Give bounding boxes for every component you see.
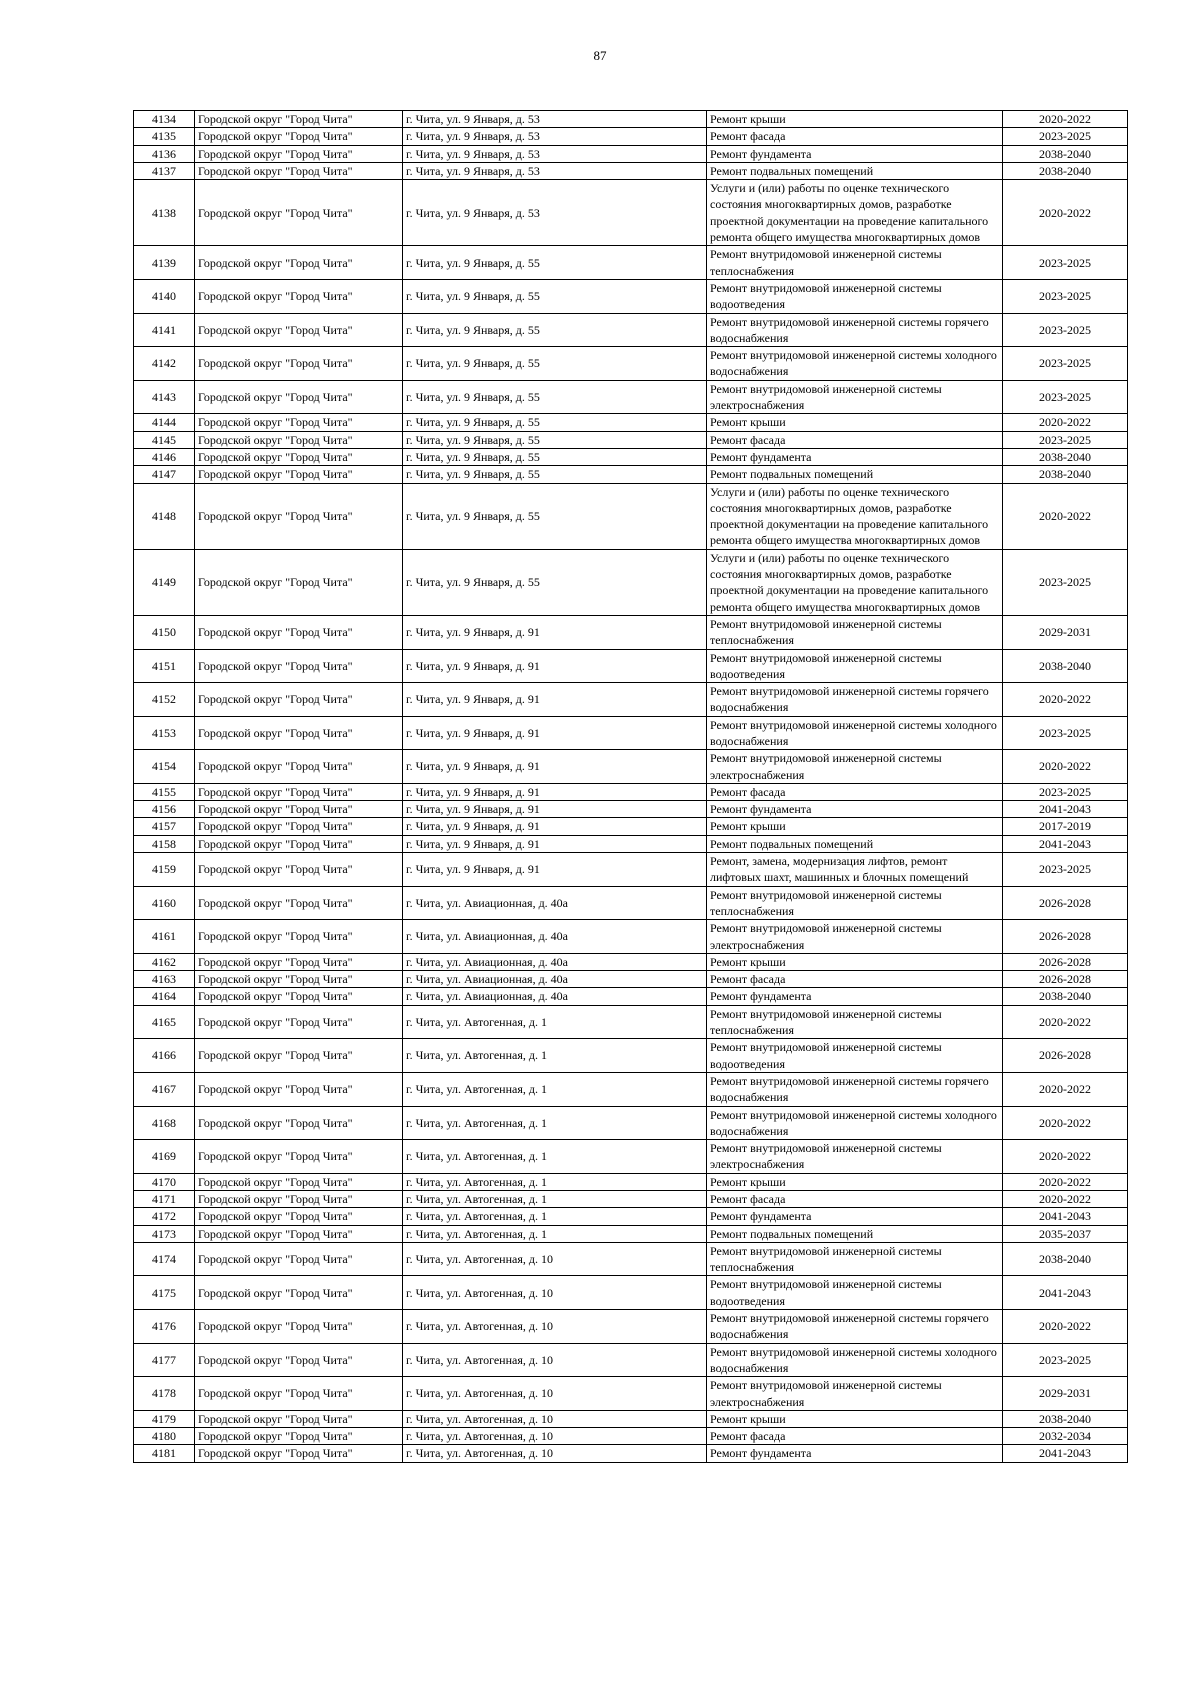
work-type-cell: Ремонт внутридомовой инженерной системы водоотведения bbox=[707, 279, 1003, 313]
municipality-cell: Городской округ "Город Чита" bbox=[195, 615, 403, 649]
period-cell: 2038-2040 bbox=[1003, 988, 1128, 1005]
row-number: 4161 bbox=[134, 920, 195, 954]
address-cell: г. Чита, ул. 9 Января, д. 91 bbox=[403, 835, 707, 852]
municipality-cell: Городской округ "Город Чита" bbox=[195, 1140, 403, 1174]
municipality-cell: Городской округ "Город Чита" bbox=[195, 1208, 403, 1225]
work-type-cell: Ремонт фундамента bbox=[707, 988, 1003, 1005]
row-number: 4139 bbox=[134, 246, 195, 280]
address-cell: г. Чита, ул. 9 Января, д. 91 bbox=[403, 783, 707, 800]
address-cell: г. Чита, ул. 9 Января, д. 91 bbox=[403, 750, 707, 784]
address-cell: г. Чита, ул. 9 Января, д. 53 bbox=[403, 162, 707, 179]
period-cell: 2029-2031 bbox=[1003, 615, 1128, 649]
municipality-cell: Городской округ "Город Чита" bbox=[195, 1191, 403, 1208]
address-cell: г. Чита, ул. Автогенная, д. 1 bbox=[403, 1173, 707, 1190]
municipality-cell: Городской округ "Город Чита" bbox=[195, 920, 403, 954]
table-row bbox=[134, 1225, 1128, 1242]
work-type-cell: Ремонт подвальных помещений bbox=[707, 1225, 1003, 1242]
period-cell: 2029-2031 bbox=[1003, 1377, 1128, 1411]
work-type-cell: Ремонт внутридомовой инженерной системы теплоснабжения bbox=[707, 1005, 1003, 1039]
municipality-cell: Городской округ "Город Чита" bbox=[195, 414, 403, 431]
table-row bbox=[134, 1242, 1128, 1276]
address-cell: г. Чита, ул. Авиационная, д. 40а bbox=[403, 953, 707, 970]
period-cell: 2020-2022 bbox=[1003, 483, 1128, 549]
table-row bbox=[134, 1039, 1128, 1073]
municipality-cell: Городской округ "Город Чита" bbox=[195, 313, 403, 347]
table-row bbox=[134, 145, 1128, 162]
address-cell: г. Чита, ул. 9 Января, д. 91 bbox=[403, 649, 707, 683]
municipality-cell: Городской округ "Город Чита" bbox=[195, 783, 403, 800]
row-number: 4159 bbox=[134, 853, 195, 887]
period-cell: 2038-2040 bbox=[1003, 1242, 1128, 1276]
table-row bbox=[134, 448, 1128, 465]
municipality-cell: Городской округ "Город Чита" bbox=[195, 886, 403, 920]
work-type-cell: Ремонт крыши bbox=[707, 1410, 1003, 1427]
address-cell: г. Чита, ул. 9 Января, д. 91 bbox=[403, 801, 707, 818]
address-cell: г. Чита, ул. Автогенная, д. 1 bbox=[403, 1191, 707, 1208]
period-cell: 2032-2034 bbox=[1003, 1428, 1128, 1445]
period-cell: 2023-2025 bbox=[1003, 853, 1128, 887]
row-number: 4141 bbox=[134, 313, 195, 347]
row-number: 4153 bbox=[134, 716, 195, 750]
municipality-cell: Городской округ "Город Чита" bbox=[195, 1173, 403, 1190]
address-cell: г. Чита, ул. 9 Января, д. 55 bbox=[403, 246, 707, 280]
row-number: 4180 bbox=[134, 1428, 195, 1445]
municipality-cell: Городской округ "Город Чита" bbox=[195, 1005, 403, 1039]
capital-repair-table bbox=[133, 110, 1128, 1463]
work-type-cell: Ремонт внутридомовой инженерной системы теплоснабжения bbox=[707, 1242, 1003, 1276]
table-row bbox=[134, 162, 1128, 179]
row-number: 4177 bbox=[134, 1343, 195, 1377]
period-cell: 2026-2028 bbox=[1003, 971, 1128, 988]
table-row bbox=[134, 313, 1128, 347]
table-row bbox=[134, 1191, 1128, 1208]
row-number: 4152 bbox=[134, 683, 195, 717]
row-number: 4167 bbox=[134, 1072, 195, 1106]
period-cell: 2041-2043 bbox=[1003, 835, 1128, 852]
table-row bbox=[134, 483, 1128, 549]
work-type-cell: Ремонт фундамента bbox=[707, 1445, 1003, 1462]
work-type-cell: Ремонт внутридомовой инженерной системы горячего водоснабжения bbox=[707, 683, 1003, 717]
row-number: 4157 bbox=[134, 818, 195, 835]
municipality-cell: Городской округ "Город Чита" bbox=[195, 750, 403, 784]
work-type-cell: Ремонт фасада bbox=[707, 128, 1003, 145]
work-type-cell: Ремонт подвальных помещений bbox=[707, 835, 1003, 852]
row-number: 4145 bbox=[134, 431, 195, 448]
row-number: 4176 bbox=[134, 1310, 195, 1344]
work-type-cell: Ремонт фундамента bbox=[707, 1208, 1003, 1225]
work-type-cell: Ремонт подвальных помещений bbox=[707, 162, 1003, 179]
period-cell: 2017-2019 bbox=[1003, 818, 1128, 835]
work-type-cell: Ремонт фасада bbox=[707, 1191, 1003, 1208]
row-number: 4173 bbox=[134, 1225, 195, 1242]
work-type-cell: Ремонт внутридомовой инженерной системы холодного водоснабжения bbox=[707, 347, 1003, 381]
address-cell: г. Чита, ул. 9 Января, д. 91 bbox=[403, 853, 707, 887]
work-type-cell: Ремонт фасада bbox=[707, 1428, 1003, 1445]
table-row bbox=[134, 1072, 1128, 1106]
row-number: 4171 bbox=[134, 1191, 195, 1208]
table-row bbox=[134, 1173, 1128, 1190]
row-number: 4179 bbox=[134, 1410, 195, 1427]
work-type-cell: Услуги и (или) работы по оценке технического состояния многоквартирных домов, разработке проектной документации на проведение капитального ремонта общего имущества многоквартирных домов bbox=[707, 549, 1003, 615]
period-cell: 2026-2028 bbox=[1003, 886, 1128, 920]
work-type-cell: Ремонт внутридомовой инженерной системы электроснабжения bbox=[707, 1377, 1003, 1411]
row-number: 4158 bbox=[134, 835, 195, 852]
period-cell: 2020-2022 bbox=[1003, 1072, 1128, 1106]
municipality-cell: Городской округ "Город Чита" bbox=[195, 549, 403, 615]
municipality-cell: Городской округ "Город Чита" bbox=[195, 380, 403, 414]
address-cell: г. Чита, ул. Автогенная, д. 10 bbox=[403, 1310, 707, 1344]
table-row bbox=[134, 1005, 1128, 1039]
address-cell: г. Чита, ул. Автогенная, д. 1 bbox=[403, 1106, 707, 1140]
municipality-cell: Городской округ "Город Чита" bbox=[195, 649, 403, 683]
address-cell: г. Чита, ул. Автогенная, д. 10 bbox=[403, 1377, 707, 1411]
table-row bbox=[134, 380, 1128, 414]
table-row bbox=[134, 1106, 1128, 1140]
period-cell: 2041-2043 bbox=[1003, 801, 1128, 818]
address-cell: г. Чита, ул. Автогенная, д. 1 bbox=[403, 1005, 707, 1039]
period-cell: 2026-2028 bbox=[1003, 953, 1128, 970]
municipality-cell: Городской округ "Город Чита" bbox=[195, 1377, 403, 1411]
work-type-cell: Ремонт фасада bbox=[707, 971, 1003, 988]
period-cell: 2020-2022 bbox=[1003, 180, 1128, 246]
table-row bbox=[134, 549, 1128, 615]
period-cell: 2041-2043 bbox=[1003, 1445, 1128, 1462]
address-cell: г. Чита, ул. 9 Января, д. 55 bbox=[403, 279, 707, 313]
address-cell: г. Чита, ул. 9 Января, д. 91 bbox=[403, 818, 707, 835]
row-number: 4149 bbox=[134, 549, 195, 615]
work-type-cell: Ремонт внутридомовой инженерной системы горячего водоснабжения bbox=[707, 1072, 1003, 1106]
address-cell: г. Чита, ул. Автогенная, д. 1 bbox=[403, 1225, 707, 1242]
table-row bbox=[134, 801, 1128, 818]
address-cell: г. Чита, ул. Автогенная, д. 10 bbox=[403, 1276, 707, 1310]
table-row bbox=[134, 180, 1128, 246]
address-cell: г. Чита, ул. Авиационная, д. 40а bbox=[403, 886, 707, 920]
table-row bbox=[134, 1276, 1128, 1310]
table-row bbox=[134, 466, 1128, 483]
address-cell: г. Чита, ул. 9 Января, д. 55 bbox=[403, 448, 707, 465]
municipality-cell: Городской округ "Город Чита" bbox=[195, 1106, 403, 1140]
period-cell: 2023-2025 bbox=[1003, 279, 1128, 313]
municipality-cell: Городской округ "Город Чита" bbox=[195, 853, 403, 887]
work-type-cell: Ремонт фасада bbox=[707, 783, 1003, 800]
row-number: 4134 bbox=[134, 111, 195, 128]
table-row bbox=[134, 111, 1128, 128]
work-type-cell: Ремонт внутридомовой инженерной системы водоотведения bbox=[707, 1039, 1003, 1073]
row-number: 4178 bbox=[134, 1377, 195, 1411]
municipality-cell: Городской округ "Город Чита" bbox=[195, 716, 403, 750]
address-cell: г. Чита, ул. Автогенная, д. 1 bbox=[403, 1208, 707, 1225]
table-row bbox=[134, 414, 1128, 431]
municipality-cell: Городской округ "Город Чита" bbox=[195, 145, 403, 162]
municipality-cell: Городской округ "Город Чита" bbox=[195, 1428, 403, 1445]
row-number: 4155 bbox=[134, 783, 195, 800]
work-type-cell: Ремонт внутридомовой инженерной системы горячего водоснабжения bbox=[707, 313, 1003, 347]
period-cell: 2023-2025 bbox=[1003, 313, 1128, 347]
period-cell: 2023-2025 bbox=[1003, 128, 1128, 145]
table-row bbox=[134, 246, 1128, 280]
period-cell: 2023-2025 bbox=[1003, 380, 1128, 414]
row-number: 4135 bbox=[134, 128, 195, 145]
table-row bbox=[134, 347, 1128, 381]
period-cell: 2038-2040 bbox=[1003, 448, 1128, 465]
row-number: 4147 bbox=[134, 466, 195, 483]
municipality-cell: Городской округ "Город Чита" bbox=[195, 448, 403, 465]
period-cell: 2038-2040 bbox=[1003, 466, 1128, 483]
period-cell: 2020-2022 bbox=[1003, 1191, 1128, 1208]
municipality-cell: Городской округ "Город Чита" bbox=[195, 246, 403, 280]
work-type-cell: Ремонт внутридомовой инженерной системы электроснабжения bbox=[707, 920, 1003, 954]
work-type-cell: Ремонт фасада bbox=[707, 431, 1003, 448]
municipality-cell: Городской округ "Город Чита" bbox=[195, 1225, 403, 1242]
table-row bbox=[134, 716, 1128, 750]
address-cell: г. Чита, ул. Автогенная, д. 10 bbox=[403, 1242, 707, 1276]
municipality-cell: Городской округ "Город Чита" bbox=[195, 971, 403, 988]
row-number: 4170 bbox=[134, 1173, 195, 1190]
municipality-cell: Городской округ "Город Чита" bbox=[195, 162, 403, 179]
period-cell: 2023-2025 bbox=[1003, 716, 1128, 750]
work-type-cell: Ремонт внутридомовой инженерной системы теплоснабжения bbox=[707, 246, 1003, 280]
work-type-cell: Ремонт внутридомовой инженерной системы электроснабжения bbox=[707, 750, 1003, 784]
period-cell: 2023-2025 bbox=[1003, 246, 1128, 280]
address-cell: г. Чита, ул. 9 Января, д. 55 bbox=[403, 313, 707, 347]
table-row bbox=[134, 1310, 1128, 1344]
row-number: 4136 bbox=[134, 145, 195, 162]
municipality-cell: Городской округ "Город Чита" bbox=[195, 1410, 403, 1427]
row-number: 4146 bbox=[134, 448, 195, 465]
municipality-cell: Городской округ "Город Чита" bbox=[195, 818, 403, 835]
municipality-cell: Городской округ "Город Чита" bbox=[195, 835, 403, 852]
period-cell: 2020-2022 bbox=[1003, 1310, 1128, 1344]
row-number: 4137 bbox=[134, 162, 195, 179]
period-cell: 2020-2022 bbox=[1003, 683, 1128, 717]
row-number: 4163 bbox=[134, 971, 195, 988]
address-cell: г. Чита, ул. Автогенная, д. 1 bbox=[403, 1140, 707, 1174]
period-cell: 2020-2022 bbox=[1003, 1140, 1128, 1174]
period-cell: 2023-2025 bbox=[1003, 347, 1128, 381]
table-row bbox=[134, 1410, 1128, 1427]
period-cell: 2038-2040 bbox=[1003, 162, 1128, 179]
address-cell: г. Чита, ул. 9 Января, д. 55 bbox=[403, 414, 707, 431]
row-number: 4151 bbox=[134, 649, 195, 683]
period-cell: 2023-2025 bbox=[1003, 549, 1128, 615]
table-row bbox=[134, 615, 1128, 649]
period-cell: 2026-2028 bbox=[1003, 1039, 1128, 1073]
table-row bbox=[134, 835, 1128, 852]
municipality-cell: Городской округ "Город Чита" bbox=[195, 683, 403, 717]
row-number: 4144 bbox=[134, 414, 195, 431]
row-number: 4156 bbox=[134, 801, 195, 818]
table-row bbox=[134, 886, 1128, 920]
table-body bbox=[134, 111, 1128, 1463]
table-row bbox=[134, 1343, 1128, 1377]
address-cell: г. Чита, ул. 9 Января, д. 55 bbox=[403, 549, 707, 615]
period-cell: 2020-2022 bbox=[1003, 750, 1128, 784]
address-cell: г. Чита, ул. Автогенная, д. 10 bbox=[403, 1445, 707, 1462]
municipality-cell: Городской округ "Город Чита" bbox=[195, 988, 403, 1005]
work-type-cell: Ремонт внутридомовой инженерной системы водоотведения bbox=[707, 1276, 1003, 1310]
municipality-cell: Городской округ "Город Чита" bbox=[195, 483, 403, 549]
table-row bbox=[134, 783, 1128, 800]
table-row bbox=[134, 279, 1128, 313]
work-type-cell: Ремонт внутридомовой инженерной системы холодного водоснабжения bbox=[707, 1106, 1003, 1140]
municipality-cell: Городской округ "Город Чита" bbox=[195, 1242, 403, 1276]
row-number: 4143 bbox=[134, 380, 195, 414]
municipality-cell: Городской округ "Город Чита" bbox=[195, 953, 403, 970]
municipality-cell: Городской округ "Город Чита" bbox=[195, 279, 403, 313]
municipality-cell: Городской округ "Город Чита" bbox=[195, 801, 403, 818]
period-cell: 2020-2022 bbox=[1003, 111, 1128, 128]
municipality-cell: Городской округ "Город Чита" bbox=[195, 466, 403, 483]
address-cell: г. Чита, ул. Автогенная, д. 10 bbox=[403, 1343, 707, 1377]
table-row bbox=[134, 683, 1128, 717]
table-row bbox=[134, 1208, 1128, 1225]
table-row bbox=[134, 750, 1128, 784]
municipality-cell: Городской округ "Город Чита" bbox=[195, 1039, 403, 1073]
municipality-cell: Городской округ "Город Чита" bbox=[195, 1072, 403, 1106]
period-cell: 2041-2043 bbox=[1003, 1276, 1128, 1310]
work-type-cell: Ремонт крыши bbox=[707, 414, 1003, 431]
row-number: 4148 bbox=[134, 483, 195, 549]
work-type-cell: Ремонт крыши bbox=[707, 1173, 1003, 1190]
table-row bbox=[134, 1140, 1128, 1174]
period-cell: 2020-2022 bbox=[1003, 1005, 1128, 1039]
period-cell: 2023-2025 bbox=[1003, 1343, 1128, 1377]
work-type-cell: Услуги и (или) работы по оценке технического состояния многоквартирных домов, разработке проектной документации на проведение капитального ремонта общего имущества многоквартирных домов bbox=[707, 180, 1003, 246]
table-row bbox=[134, 1377, 1128, 1411]
address-cell: г. Чита, ул. Авиационная, д. 40а bbox=[403, 971, 707, 988]
address-cell: г. Чита, ул. Автогенная, д. 10 bbox=[403, 1428, 707, 1445]
municipality-cell: Городской округ "Город Чита" bbox=[195, 347, 403, 381]
work-type-cell: Ремонт внутридомовой инженерной системы водоотведения bbox=[707, 649, 1003, 683]
table-row bbox=[134, 920, 1128, 954]
municipality-cell: Городской округ "Город Чита" bbox=[195, 431, 403, 448]
table-row bbox=[134, 649, 1128, 683]
period-cell: 2020-2022 bbox=[1003, 414, 1128, 431]
work-type-cell: Ремонт фундамента bbox=[707, 145, 1003, 162]
period-cell: 2020-2022 bbox=[1003, 1173, 1128, 1190]
table-row bbox=[134, 818, 1128, 835]
municipality-cell: Городской округ "Город Чита" bbox=[195, 1310, 403, 1344]
row-number: 4140 bbox=[134, 279, 195, 313]
work-type-cell: Ремонт фундамента bbox=[707, 448, 1003, 465]
work-type-cell: Ремонт внутридомовой инженерной системы холодного водоснабжения bbox=[707, 716, 1003, 750]
address-cell: г. Чита, ул. 9 Января, д. 53 bbox=[403, 128, 707, 145]
address-cell: г. Чита, ул. Автогенная, д. 1 bbox=[403, 1039, 707, 1073]
row-number: 4166 bbox=[134, 1039, 195, 1073]
municipality-cell: Городской округ "Город Чита" bbox=[195, 1445, 403, 1462]
period-cell: 2041-2043 bbox=[1003, 1208, 1128, 1225]
period-cell: 2026-2028 bbox=[1003, 920, 1128, 954]
row-number: 4181 bbox=[134, 1445, 195, 1462]
work-type-cell: Ремонт внутридомовой инженерной системы электроснабжения bbox=[707, 380, 1003, 414]
address-cell: г. Чита, ул. Авиационная, д. 40а bbox=[403, 988, 707, 1005]
address-cell: г. Чита, ул. 9 Января, д. 91 bbox=[403, 615, 707, 649]
row-number: 4142 bbox=[134, 347, 195, 381]
row-number: 4172 bbox=[134, 1208, 195, 1225]
row-number: 4150 bbox=[134, 615, 195, 649]
table-row bbox=[134, 988, 1128, 1005]
table-row bbox=[134, 971, 1128, 988]
municipality-cell: Городской округ "Город Чита" bbox=[195, 180, 403, 246]
address-cell: г. Чита, ул. 9 Января, д. 53 bbox=[403, 145, 707, 162]
address-cell: г. Чита, ул. 9 Января, д. 53 bbox=[403, 111, 707, 128]
row-number: 4174 bbox=[134, 1242, 195, 1276]
address-cell: г. Чита, ул. 9 Января, д. 55 bbox=[403, 431, 707, 448]
period-cell: 2023-2025 bbox=[1003, 783, 1128, 800]
period-cell: 2038-2040 bbox=[1003, 1410, 1128, 1427]
period-cell: 2023-2025 bbox=[1003, 431, 1128, 448]
work-type-cell: Ремонт крыши bbox=[707, 953, 1003, 970]
address-cell: г. Чита, ул. 9 Января, д. 91 bbox=[403, 716, 707, 750]
table-row bbox=[134, 1428, 1128, 1445]
table-row bbox=[134, 853, 1128, 887]
table-row bbox=[134, 431, 1128, 448]
work-type-cell: Услуги и (или) работы по оценке технического состояния многоквартирных домов, разработке проектной документации на проведение капитального ремонта общего имущества многоквартирных домов bbox=[707, 483, 1003, 549]
municipality-cell: Городской округ "Город Чита" bbox=[195, 128, 403, 145]
period-cell: 2038-2040 bbox=[1003, 145, 1128, 162]
period-cell: 2035-2037 bbox=[1003, 1225, 1128, 1242]
work-type-cell: Ремонт фундамента bbox=[707, 801, 1003, 818]
address-cell: г. Чита, ул. 9 Января, д. 55 bbox=[403, 347, 707, 381]
work-type-cell: Ремонт крыши bbox=[707, 818, 1003, 835]
work-type-cell: Ремонт, замена, модернизация лифтов, ремонт лифтовых шахт, машинных и блочных помещений bbox=[707, 853, 1003, 887]
address-cell: г. Чита, ул. Автогенная, д. 10 bbox=[403, 1410, 707, 1427]
address-cell: г. Чита, ул. 9 Января, д. 55 bbox=[403, 466, 707, 483]
work-type-cell: Ремонт внутридомовой инженерной системы холодного водоснабжения bbox=[707, 1343, 1003, 1377]
address-cell: г. Чита, ул. 9 Января, д. 55 bbox=[403, 483, 707, 549]
work-type-cell: Ремонт внутридомовой инженерной системы теплоснабжения bbox=[707, 886, 1003, 920]
row-number: 4138 bbox=[134, 180, 195, 246]
table-row bbox=[134, 1445, 1128, 1462]
row-number: 4160 bbox=[134, 886, 195, 920]
period-cell: 2020-2022 bbox=[1003, 1106, 1128, 1140]
table-row bbox=[134, 128, 1128, 145]
row-number: 4175 bbox=[134, 1276, 195, 1310]
work-type-cell: Ремонт внутридомовой инженерной системы электроснабжения bbox=[707, 1140, 1003, 1174]
work-type-cell: Ремонт подвальных помещений bbox=[707, 466, 1003, 483]
address-cell: г. Чита, ул. Автогенная, д. 1 bbox=[403, 1072, 707, 1106]
work-type-cell: Ремонт внутридомовой инженерной системы горячего водоснабжения bbox=[707, 1310, 1003, 1344]
row-number: 4164 bbox=[134, 988, 195, 1005]
page-number: 87 bbox=[593, 48, 607, 63]
work-type-cell: Ремонт внутридомовой инженерной системы теплоснабжения bbox=[707, 615, 1003, 649]
row-number: 4165 bbox=[134, 1005, 195, 1039]
municipality-cell: Городской округ "Город Чита" bbox=[195, 1276, 403, 1310]
table-row bbox=[134, 953, 1128, 970]
work-type-cell: Ремонт крыши bbox=[707, 111, 1003, 128]
row-number: 4154 bbox=[134, 750, 195, 784]
row-number: 4162 bbox=[134, 953, 195, 970]
municipality-cell: Городской округ "Город Чита" bbox=[195, 1343, 403, 1377]
address-cell: г. Чита, ул. 9 Января, д. 55 bbox=[403, 380, 707, 414]
address-cell: г. Чита, ул. Авиационная, д. 40а bbox=[403, 920, 707, 954]
period-cell: 2038-2040 bbox=[1003, 649, 1128, 683]
municipality-cell: Городской округ "Город Чита" bbox=[195, 111, 403, 128]
address-cell: г. Чита, ул. 9 Января, д. 53 bbox=[403, 180, 707, 246]
address-cell: г. Чита, ул. 9 Января, д. 91 bbox=[403, 683, 707, 717]
row-number: 4168 bbox=[134, 1106, 195, 1140]
row-number: 4169 bbox=[134, 1140, 195, 1174]
